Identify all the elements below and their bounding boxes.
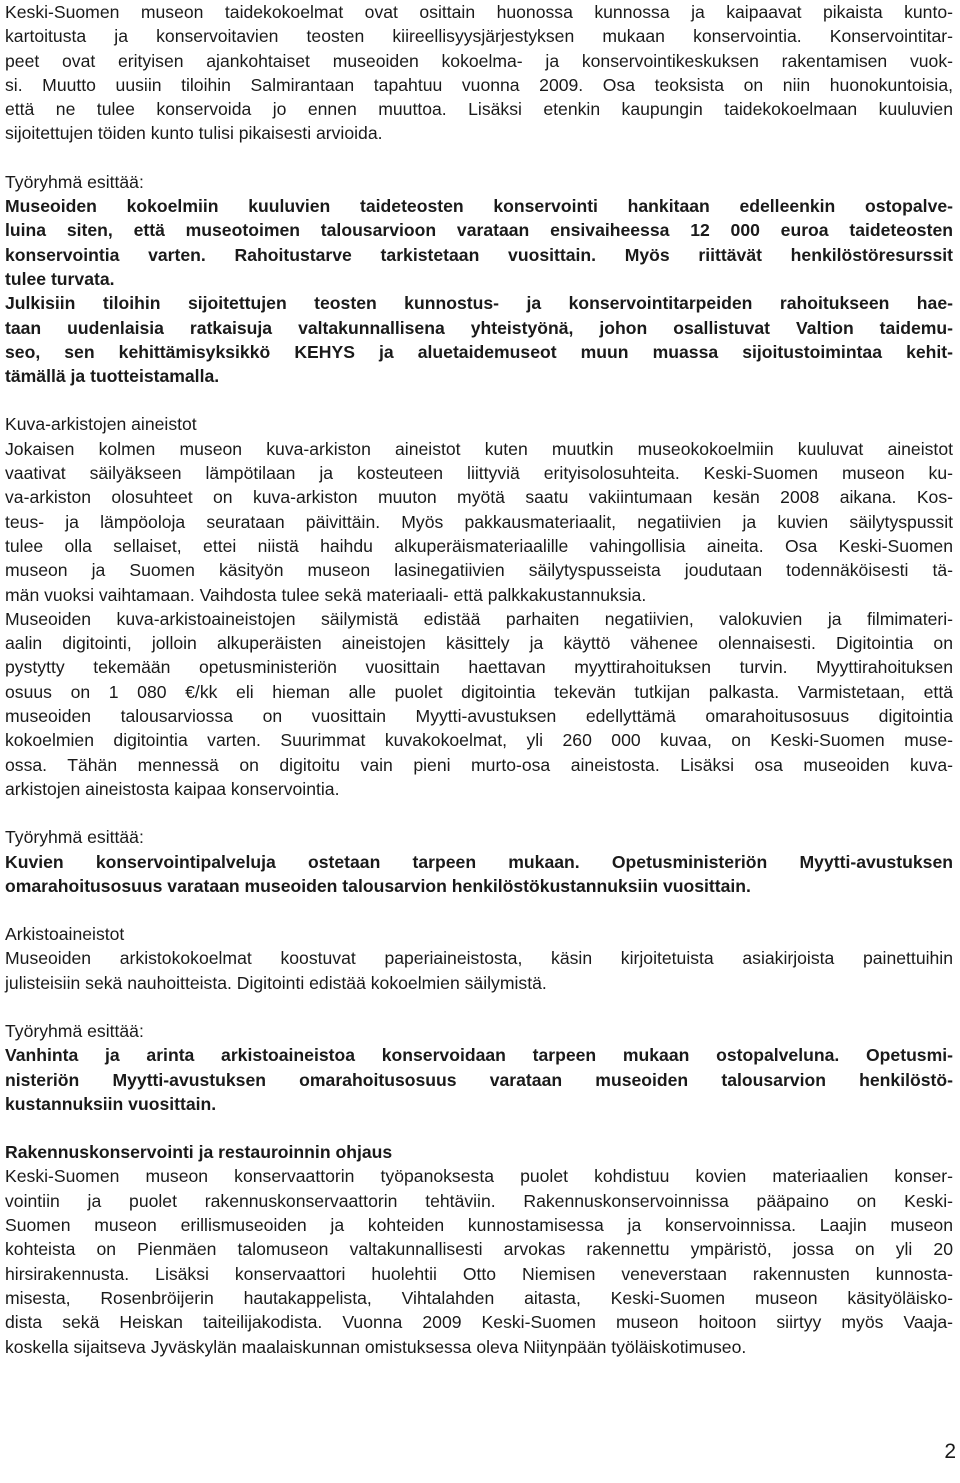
proposal-label: Työryhmä esittää: bbox=[5, 1020, 144, 1041]
spacer bbox=[5, 146, 953, 170]
proposal-line: tämällä ja tuotteistamalla. bbox=[5, 366, 220, 387]
text-line: museoiden talousarviossa on vuosittain Myytti-avustuksen edellyttämä omarahoitusosuus digitointia bbox=[5, 706, 953, 727]
proposal-line: Julkisiin tiloihin sijoitettujen teosten kunnostus- ja konservointitarpeiden rahoitukseen hae- bbox=[5, 293, 953, 314]
text-line: osuus on 1 080 €/kk eli hieman alle puolet digitointia tekevän tutkijan palkasta. Varmistetaan, että bbox=[5, 681, 953, 702]
proposal-line: Vanhinta ja arinta arkistoaineistoa konservoidaan tarpeen mukaan ostopalveluna. Opetusmi- bbox=[5, 1045, 953, 1066]
proposal-line: Kuvien konservointipalveluja ostetaan tarpeen mukaan. Opetusministeriön Myytti-avustuksen bbox=[5, 851, 953, 872]
text-line: julisteisiin sekä nauhoitteista. Digitointi edistää kokoelmien säilymistä. bbox=[5, 972, 547, 993]
text-line: teus- ja lämpöoloja seurataan päivittäin. Myös pakkausmateriaalit, negatiivien ja kuvien säilytyspussit bbox=[5, 511, 953, 532]
text-line: dista sekä Heiskan taiteilijakodista. Vuonna 2009 Keski-Suomen museon hoitoon siirtyy myös Vaaja- bbox=[5, 1312, 953, 1333]
spacer bbox=[5, 995, 953, 1019]
text-line: sijoitettujen töiden kunto tulisi pikaisesti arvioida. bbox=[5, 123, 383, 144]
text-line: kohteista on Pienmäen talomuseon valtakunnallisesti arvokas rakennettu ympäristö, jossa on yli 20 bbox=[5, 1239, 953, 1260]
proposal-label: Työryhmä esittää: bbox=[5, 827, 144, 848]
proposal-line: konservointia varten. Rahoitustarve tarkistetaan vuosittain. Myös riittävät henkilöstöresurssit bbox=[5, 244, 953, 265]
text-line: misesta, Rosenbröijerin hautakappelista, Vihtalahden aitasta, Keski-Suomen museon käsityöläisko- bbox=[5, 1287, 953, 1308]
section-heading: Arkistoaineistot bbox=[5, 924, 125, 945]
text-line: Museoiden arkistokokoelmat koostuvat paperiaineistosta, käsin kirjoitetuista asiakirjoista painettuihin bbox=[5, 948, 953, 969]
text-line: Museoiden kuva-arkistoaineistojen säilymistä edistää parhaiten negatiivien, valokuvien ja filmimateri- bbox=[5, 608, 953, 629]
proposal-line: kustannuksiin vuosittain. bbox=[5, 1093, 217, 1114]
text-line: kokoelmien digitointia varten. Suurimmat kuvakokoelmat, yli 260 000 kuvaa, on Keski-Suomen muse- bbox=[5, 730, 953, 751]
text-line: Keski-Suomen museon konservaattorin työpanoksesta puolet kohdistuu kovien materiaalien konser- bbox=[5, 1166, 953, 1187]
text-line: hirsirakennusta. Lisäksi konservaattori huolehtii Otto Niemisen veneverstaan rakennusten kunnosta- bbox=[5, 1263, 953, 1284]
text-line: Jokaisen kolmen museon kuva-arkiston aineistot kuten muutkin museokokoelmiin kuuluvat aineistot bbox=[5, 438, 953, 459]
spacer bbox=[5, 801, 953, 825]
document-page bbox=[5, 0, 953, 1359]
text-line: si. Muutto uusiin tiloihin Salmirantaan tapahtuu vuonna 2009. Osa teoksista on niin huonokuntoisia, bbox=[5, 74, 953, 95]
text-line: va-arkiston olosuhteet on kuva-arkiston muuton myötä saatu vakiintumaan kesän 2008 aikana. Kos- bbox=[5, 487, 953, 508]
page-number: 2 bbox=[944, 1440, 956, 1463]
text-line: arkistojen aineistosta kaipaa konservointia. bbox=[5, 778, 340, 799]
text-line: ossa. Tähän mennessä on digitoitu vain pieni murto-osa aineistosta. Lisäksi osa museoiden kuva- bbox=[5, 754, 953, 775]
section-arkistoaineistot bbox=[5, 922, 953, 995]
section-rakennuskonservointi bbox=[5, 1140, 953, 1359]
text-line: män vuoksi vaihtamaan. Vaihdosta tulee sekä materiaali- että palkkakustannuksia. bbox=[5, 584, 647, 605]
text-line: Suomen museon erillismuseoiden ja kohteiden kunnostamisessa ja konservoinnissa. Laajin museon bbox=[5, 1215, 953, 1236]
proposal-line: luina siten, että museotoimen talousarvioon varataan ensivaiheessa 12 000 euroa taideteosten bbox=[5, 220, 953, 241]
proposal-line: seo, sen kehittämisyksikkö KEHYS ja aluetaidemuseot muun muassa sijoitustoimintaa kehit- bbox=[5, 341, 953, 362]
proposal-line: tulee turvata. bbox=[5, 268, 115, 289]
text-line: koskella sijaitseva Jyväskylän maalaiskunnan omistuksessa oleva Niitynpään työläiskotimuseo. bbox=[5, 1336, 747, 1357]
text-line: vaativat säilyäkseen lämpötilaan ja kosteuteen liittyviä erityisolosuhteita. Keski-Suomen museon ku- bbox=[5, 463, 953, 484]
text-line: tulee olla sellaiset, ettei niistä haihdu alkuperäismateriaalille vahingollisia aineita. Osa Keski-Suomen bbox=[5, 535, 953, 556]
text-line: museon ja Suomen käsityön museon lasinegatiivien säilytyspusseista joudutaan todennäköisesti tä- bbox=[5, 560, 953, 581]
proposal-label: Työryhmä esittää: bbox=[5, 171, 144, 192]
proposal-block-photos bbox=[5, 825, 953, 898]
text-line: peet ovat erityisen ajankohtaiset museoiden kokoelma- ja konservointikeskuksen rakentamisen vuok- bbox=[5, 50, 953, 71]
intro-paragraph bbox=[5, 0, 953, 146]
proposal-line: taan uudenlaisia ratkaisuja valtakunnallisena yhteistyönä, johon osallistuvat Valtion taidemu- bbox=[5, 317, 953, 338]
section-heading: Kuva-arkistojen aineistot bbox=[5, 414, 197, 435]
text-line: kartoitusta ja konservoitavien teosten kiireellisyysjärjestyksen mukaan konservointia. Konservointitar- bbox=[5, 26, 953, 47]
proposal-block-artworks bbox=[5, 170, 953, 389]
section-heading: Rakennuskonservointi ja restauroinnin ohjaus bbox=[5, 1142, 393, 1163]
section-kuva-arkistot bbox=[5, 412, 953, 801]
text-line: aalin digitointi, jolloin alkuperäisten aineistojen käsittely ja käyttö vähenee olennaisesti. Digitointia on bbox=[5, 633, 953, 654]
spacer bbox=[5, 1116, 953, 1140]
text-line: pystytty tekemään opetusministeriön vuosittain haettavan myyttirahoituksen turvin. Myyttirahoituksen bbox=[5, 657, 953, 678]
proposal-line: Museoiden kokoelmiin kuuluvien taideteosten konservointi hankitaan edelleenkin ostopalve- bbox=[5, 196, 953, 217]
proposal-block-archives bbox=[5, 1019, 953, 1116]
text-line: Keski-Suomen museon taidekokoelmat ovat osittain huonossa kunnossa ja kaipaavat pikaista kunto- bbox=[5, 2, 953, 22]
proposal-line: omarahoitusosuus varataan museoiden talousarvion henkilöstökustannuksiin vuosittain. bbox=[5, 875, 751, 896]
spacer bbox=[5, 388, 953, 412]
spacer bbox=[5, 898, 953, 922]
proposal-line: nisteriön Myytti-avustuksen omarahoitusosuus varataan museoiden talousarvion henkilöstö- bbox=[5, 1069, 953, 1090]
text-line: että ne tulee konservoida jo ennen muuttoa. Lisäksi etenkin kaupungin taidekokoelmaan kuuluvien bbox=[5, 99, 953, 120]
text-line: vointiin ja puolet rakennuskonservaattorin tehtäviin. Rakennuskonservoinnissa pääpaino on Keski- bbox=[5, 1190, 953, 1211]
